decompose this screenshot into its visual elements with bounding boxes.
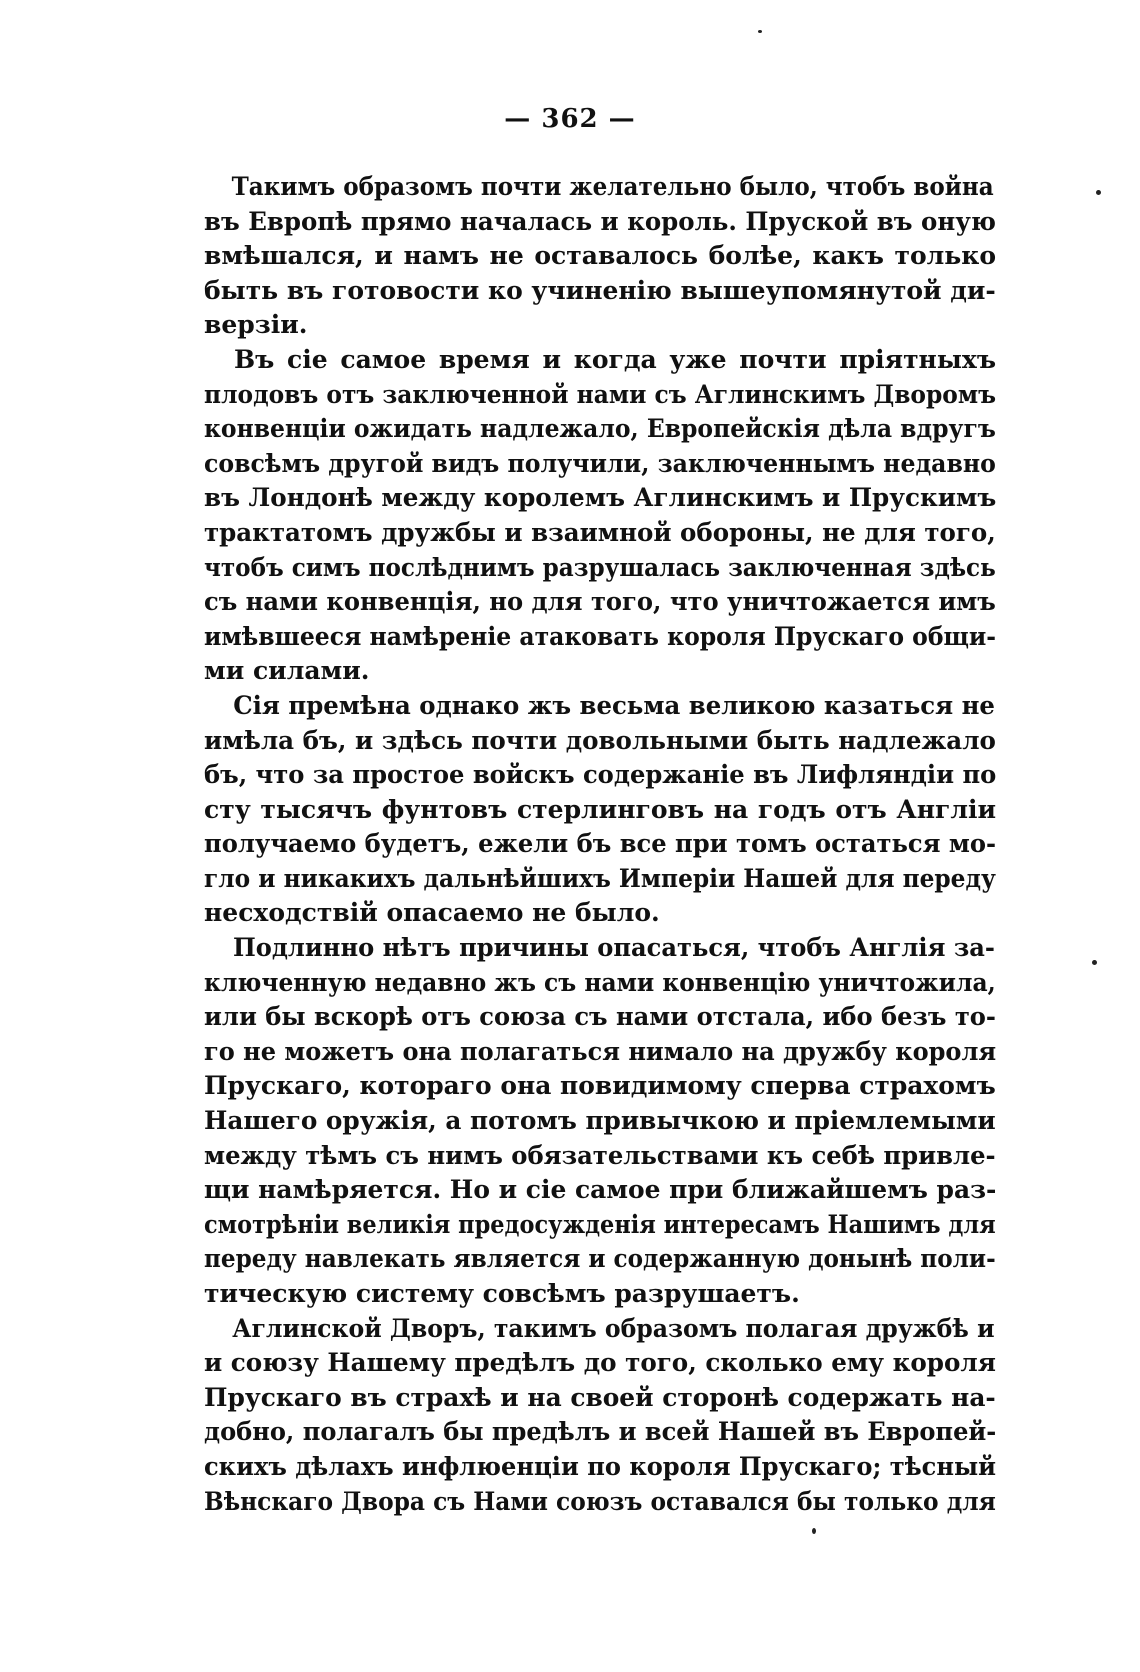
text-line: скихъ дѣлахъ инфлюенціи по короля Прускаго; тѣсный — [204, 1451, 997, 1481]
text-line: между тѣмъ съ нимъ обязательствами къ себѣ привле- — [204, 1140, 996, 1170]
text-line: имѣла бъ, и здѣсь почти довольными быть надлежало — [204, 725, 996, 755]
text-line: тическую систему совсѣмъ разрушаетъ. — [204, 1279, 800, 1308]
text-line: го не можетъ она полагаться нимало на дружбу короля — [204, 1036, 997, 1066]
text-line: несходствій опасаемо не было. — [204, 898, 660, 928]
text-line: получаемо будетъ, ежели бъ все при томъ остаться мо- — [204, 829, 997, 859]
text-line: верзіи. — [204, 310, 308, 340]
text-line: Прускаго, котораго она повидимому сперва страхомъ — [204, 1071, 996, 1101]
scan-speck — [1096, 190, 1101, 195]
text-line: Вѣнскаго Двора съ Нами союзъ оставался бы только для — [204, 1486, 996, 1516]
paragraph — [204, 343, 996, 689]
text-line: ключенную недавно жъ съ нами конвенцію уничтожила, — [204, 967, 996, 997]
page-number: — 362 — — [504, 104, 636, 134]
text-line: вмѣшался, и намъ не оставалось болѣе, какъ только — [204, 241, 996, 271]
paragraph — [204, 931, 996, 1312]
text-line: Подлинно нѣтъ причины опасаться, чтобъ Англія за- — [232, 933, 995, 963]
text-line: сту тысячъ фунтовъ стерлинговъ на годъ отъ Англіи — [204, 794, 996, 824]
text-line: съ нами конвенція, но для того, что уничтожается имъ — [204, 587, 996, 617]
paragraph — [204, 170, 996, 343]
paragraph — [204, 689, 996, 931]
text-line: быть въ готовости ко учиненію вышеупомянутой ди- — [204, 275, 996, 305]
text-line: конвенціи ожидать надлежало, Европейскія дѣла вдругъ — [204, 414, 996, 444]
text-line: добно, полагалъ бы предѣлъ и всей Нашей въ Европей- — [204, 1417, 997, 1447]
text-line: ми силами. — [204, 656, 370, 686]
text-line: Аглинской Дворъ, такимъ образомъ полагая дружбѣ и — [232, 1313, 995, 1343]
body-text — [204, 170, 996, 1519]
text-line: въ Европѣ прямо началась и король. Пруской въ оную — [204, 206, 996, 236]
text-line: переду навлекать является и содержанную донынѣ поли- — [204, 1244, 996, 1274]
text-line: или бы вскорѣ отъ союза съ нами отстала, ибо безъ то- — [204, 1002, 996, 1032]
scan-speck — [758, 30, 762, 33]
text-line: Въ сіе самое время и когда уже почти пріятныхъ — [234, 344, 996, 374]
text-line: трактатомъ дружбы и взаимной обороны, не для того, — [204, 517, 996, 547]
text-line: гло и никакихъ дальнѣйшихъ Имперіи Нашей для переду — [204, 863, 996, 893]
text-line: совсѣмъ другой видъ получили, заключеннымъ недавно — [204, 448, 996, 478]
text-line: плодовъ отъ заключенной нами съ Аглинскимъ Дворомъ — [204, 379, 997, 409]
text-line: смотрѣніи великія предосужденія интересамъ Нашимъ для — [204, 1209, 996, 1239]
text-line: въ Лондонѣ между королемъ Аглинскимъ и Прускимъ — [204, 483, 997, 513]
text-line: Такимъ образомъ почти желательно было, чтобъ война — [231, 172, 994, 201]
text-line: Нашего оружія, а потомъ привычкою и пріемлемыми — [204, 1106, 996, 1136]
scan-speck — [812, 1528, 816, 1534]
scan-speck — [1092, 960, 1097, 965]
text-line: чтобъ симъ послѣднимъ разрушалась заключенная здѣсь — [204, 552, 996, 582]
text-line: бъ, что за простое войскъ содержаніе въ Лифляндіи по — [204, 760, 997, 790]
text-line: щи намѣряется. Но и сіе самое при ближайшемъ раз- — [204, 1175, 997, 1205]
text-line: имѣвшееся намѣреніе атаковать короля Прускаго общи- — [204, 621, 997, 651]
text-line: Сія премѣна однако жъ весьма великою казаться не — [233, 690, 995, 720]
text-line: Прускаго въ страхѣ и на своей сторонѣ содержать на- — [204, 1382, 996, 1412]
paragraph — [204, 1312, 996, 1520]
text-line: и союзу Нашему предѣлъ до того, сколько ему короля — [204, 1348, 996, 1378]
